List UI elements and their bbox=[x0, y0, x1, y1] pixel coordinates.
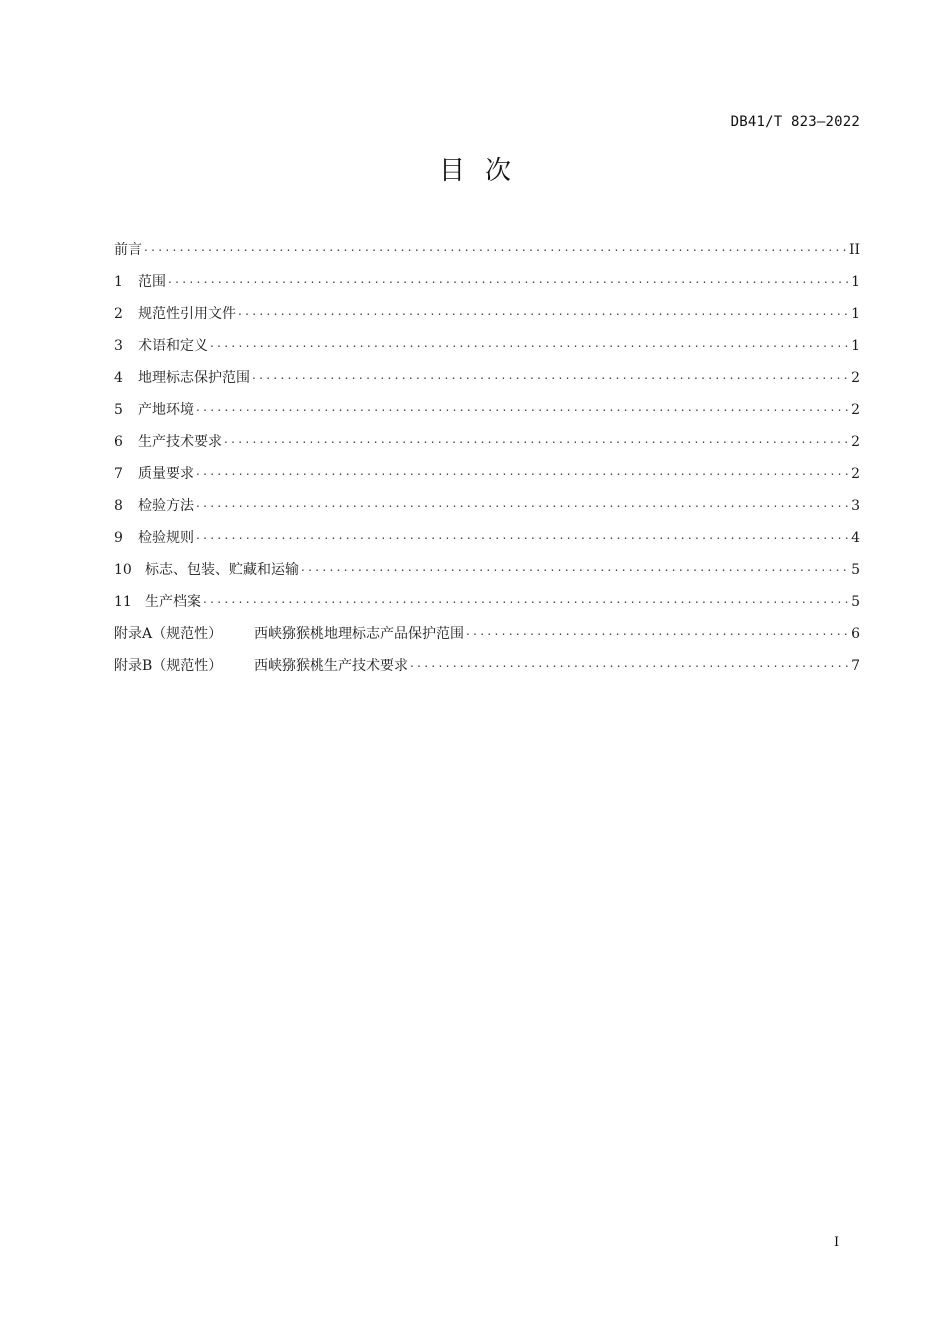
toc-entry-label: 生产档案 bbox=[145, 594, 201, 610]
toc-entry-number: 10 bbox=[114, 562, 132, 578]
toc-entry-number: 6 bbox=[114, 434, 123, 450]
toc-entry-label: 产地环境 bbox=[138, 402, 194, 418]
toc-entry-number: 2 bbox=[114, 306, 123, 322]
toc-entry-label: 检验方法 bbox=[138, 498, 194, 514]
toc-entry-appendix-b[interactable] bbox=[114, 655, 860, 687]
toc-entry-number: 8 bbox=[114, 498, 123, 514]
page-title: 目次 bbox=[438, 156, 531, 186]
toc-entry-page: 2 bbox=[851, 434, 860, 450]
toc-entry-3[interactable] bbox=[114, 335, 860, 367]
toc-entry-9[interactable] bbox=[114, 527, 860, 559]
toc-entry-7[interactable] bbox=[114, 463, 860, 495]
toc-entry-page: 5 bbox=[851, 562, 860, 578]
toc-leader-dots bbox=[466, 624, 848, 638]
toc-entry-page: 1 bbox=[851, 274, 860, 290]
toc-entry-foreword[interactable] bbox=[114, 239, 860, 271]
toc-entry-page: 3 bbox=[851, 498, 860, 514]
toc-entry-8[interactable] bbox=[114, 495, 860, 527]
toc-entry-page: 2 bbox=[851, 402, 860, 418]
toc-entry-number: 附录A（规范性） bbox=[114, 626, 223, 642]
toc-entry-number: 1 bbox=[114, 274, 123, 290]
toc-entry-label: 西峡猕猴桃地理标志产品保护范围 bbox=[254, 626, 464, 642]
toc-entry-label: 质量要求 bbox=[138, 466, 194, 482]
toc-leader-dots bbox=[224, 432, 848, 446]
toc-leader-dots bbox=[238, 304, 848, 318]
page-number: I bbox=[834, 1235, 840, 1250]
toc-entry-11[interactable] bbox=[114, 591, 860, 623]
toc-entry-6[interactable] bbox=[114, 431, 860, 463]
toc-entry-page: 4 bbox=[851, 530, 860, 546]
toc-leader-dots bbox=[210, 336, 848, 350]
toc-entry-page: II bbox=[848, 242, 860, 258]
toc-entry-number: 3 bbox=[114, 338, 123, 354]
toc-entry-label: 生产技术要求 bbox=[138, 434, 222, 450]
toc-entry-label: 检验规则 bbox=[138, 530, 194, 546]
toc-leader-dots bbox=[196, 464, 848, 478]
toc-entry-1[interactable] bbox=[114, 271, 860, 303]
toc-leader-dots bbox=[196, 528, 848, 542]
toc-leader-dots bbox=[252, 368, 848, 382]
toc-entry-2[interactable] bbox=[114, 303, 860, 335]
toc-entry-label: 地理标志保护范围 bbox=[138, 370, 250, 386]
toc-leader-dots bbox=[196, 496, 848, 510]
toc-entry-number: 7 bbox=[114, 466, 123, 482]
toc-leader-dots bbox=[301, 560, 848, 574]
toc-entry-page: 1 bbox=[851, 306, 860, 322]
toc-entry-label: 西峡猕猴桃生产技术要求 bbox=[254, 658, 408, 674]
toc-entry-page: 6 bbox=[851, 626, 860, 642]
toc-entry-label: 标志、包装、贮藏和运输 bbox=[145, 562, 299, 578]
toc-entry-page: 2 bbox=[851, 466, 860, 482]
toc-leader-dots bbox=[144, 240, 847, 254]
toc-entry-page: 5 bbox=[851, 594, 860, 610]
toc-entry-page: 1 bbox=[851, 338, 860, 354]
toc-entry-number: 5 bbox=[114, 402, 123, 418]
toc-entry-10[interactable] bbox=[114, 559, 860, 591]
toc-leader-dots bbox=[196, 400, 848, 414]
table-of-contents bbox=[114, 239, 860, 687]
toc-leader-dots bbox=[203, 592, 848, 606]
toc-leader-dots bbox=[410, 656, 848, 670]
standard-code: DB41/T 823—2022 bbox=[730, 114, 860, 130]
toc-entry-label: 规范性引用文件 bbox=[138, 306, 236, 322]
toc-entry-page: 7 bbox=[851, 658, 860, 674]
toc-entry-label: 前言 bbox=[114, 242, 142, 258]
toc-leader-dots bbox=[168, 272, 848, 286]
toc-entry-5[interactable] bbox=[114, 399, 860, 431]
toc-entry-number: 附录B（规范性） bbox=[114, 658, 223, 674]
toc-entry-number: 9 bbox=[114, 530, 123, 546]
toc-entry-page: 2 bbox=[851, 370, 860, 386]
toc-entry-appendix-a[interactable] bbox=[114, 623, 860, 655]
toc-entry-4[interactable] bbox=[114, 367, 860, 399]
toc-entry-number: 11 bbox=[114, 594, 132, 610]
toc-entry-label: 术语和定义 bbox=[138, 338, 208, 354]
toc-entry-number: 4 bbox=[114, 370, 123, 386]
toc-entry-label: 范围 bbox=[138, 274, 166, 290]
